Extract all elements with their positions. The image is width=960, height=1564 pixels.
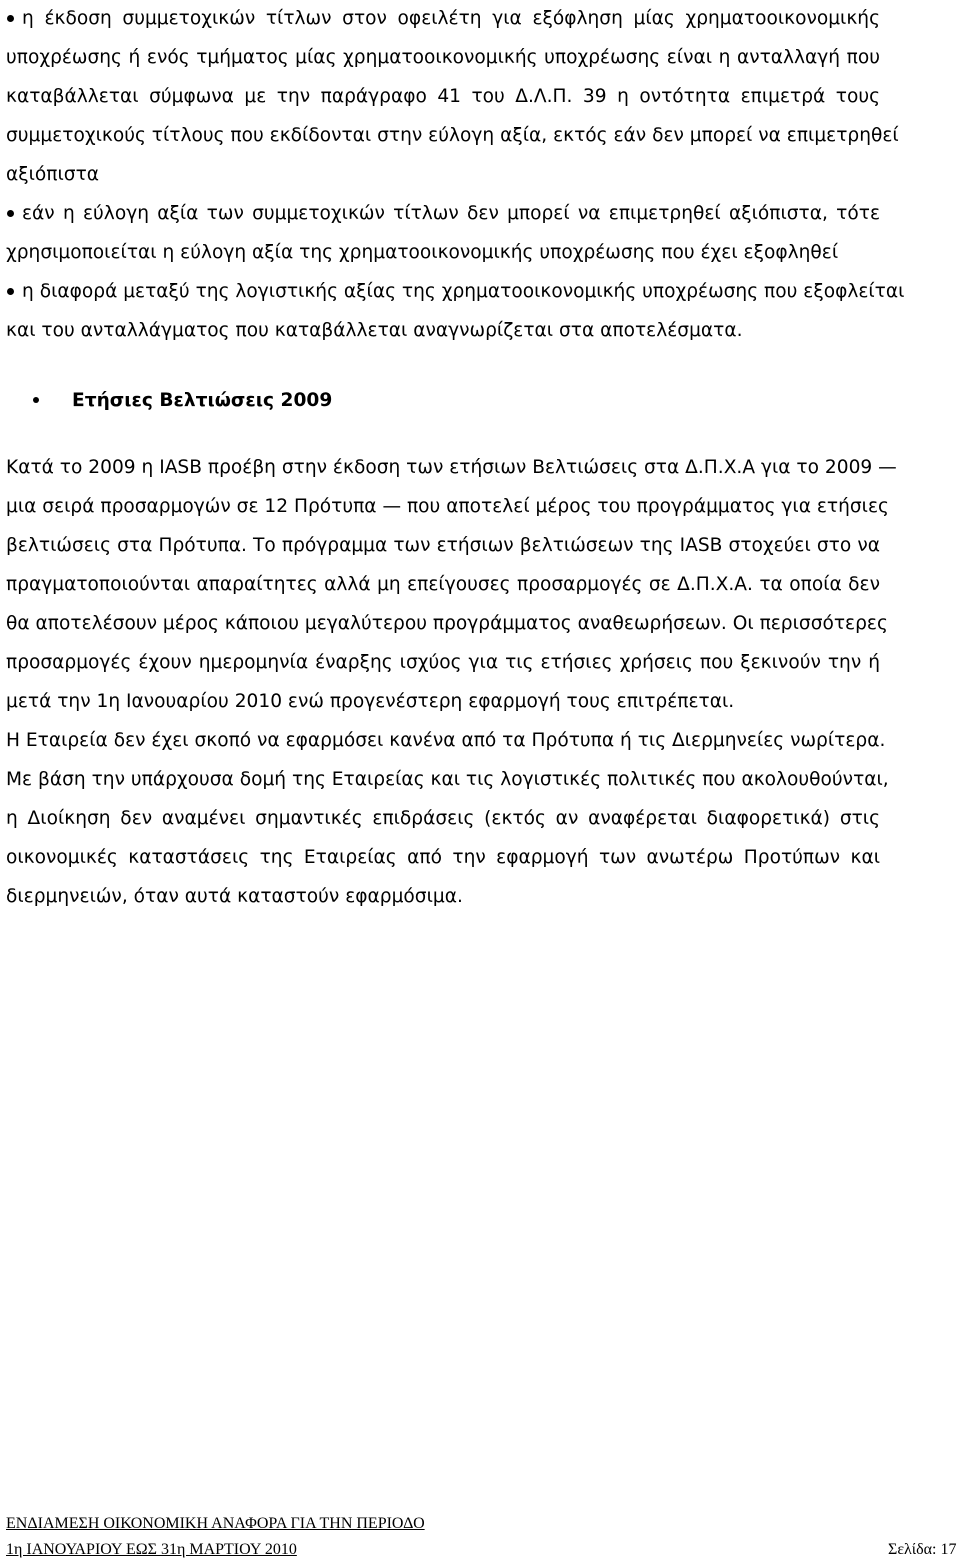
bullet3-line-1: η διαφορά μεταξύ της λογιστικής αξίας της χρηματοοικονομικής υποχρέωσης που εξοφλείται [22,281,905,302]
bullet2-line-2: χρησιμοποιείται η εύλογη αξία της χρηματοοικονομικής υποχρέωσης που έχει εξοφληθεί [6,242,839,263]
section-heading: Ετήσιες Βελτιώσεις 2009 [72,390,333,411]
para1-line-3: βελτιώσεις στα Πρότυπα. Το πρόγραμμα των ετήσιων βελτιώσεων της IASB στοχεύει στο να [6,535,880,556]
heading-bullet-icon [33,397,39,403]
bullet-icon [7,210,14,217]
footer-title-line-2: 1η ΙΑΝΟΥΑΡΙΟΥ ΕΩΣ 31η ΜΑΡΤΙΟΥ 2010 [6,1541,297,1558]
bullet1-line-2: υποχρέωσης ή ενός τμήματος μίας χρηματοοικονομικής υποχρέωσης είναι η ανταλλαγή που [6,47,880,68]
bullet1-line-1: η έκδοση συμμετοχικών τίτλων στον οφειλέτη για εξόφληση μίας χρηματοοικονομικής [22,8,880,29]
para1-line-2: μια σειρά προσαρμογών σε 12 Πρότυπα — που αποτελεί μέρος του προγράμματος για ετήσιες [6,496,889,517]
para1-line-5: θα αποτελέσουν μέρος κάποιου μεγαλύτερου προγράμματος αναθεωρήσεων. Οι περισσότερες [6,613,888,634]
bullet3-line-2: και του ανταλλάγματος που καταβάλλεται αναγνωρίζεται στα αποτελέσματα. [6,320,743,341]
bullet1-line-5: αξιόπιστα [6,164,100,185]
page-number: Σελίδα: 17 [888,1541,957,1558]
para3-line-4: διερμηνειών, όταν αυτά καταστούν εφαρμόσιμα. [6,886,463,907]
para1-line-4: πραγματοποιούνται απαραίτητες αλλά μη επείγουσες προσαρμογές σε Δ.Π.Χ.Α. τα οποία δεν [6,574,880,595]
para1-line-7: μετά την 1η Ιανουαρίου 2010 ενώ προγενέστερη εφαρμογή τους επιτρέπεται. [6,691,735,712]
para3-line-3: οικονομικές καταστάσεις της Εταιρείας από την εφαρμογή των ανωτέρω Προτύπων και [6,847,880,868]
para3-line-2: η Διοίκηση δεν αναμένει σημαντικές επιδράσεις (εκτός αν αναφέρεται διαφορετικά) στις [6,808,880,829]
bullet-icon [7,15,14,22]
para1-line-6: προσαρμογές έχουν ημερομηνία έναρξης ισχύος για τις ετήσιες χρήσεις που ξεκινούν την ή [6,652,880,673]
bullet-icon [7,288,14,295]
para3-line-1: Με βάση την υπάρχουσα δομή της Εταιρείας και τις λογιστικές πολιτικές που ακολουθούνται, [6,769,889,790]
para2-line-1: Η Εταιρεία δεν έχει σκοπό να εφαρμόσει κανένα από τα Πρότυπα ή τις Διερμηνείες νωρίτερα. [6,730,886,751]
bullet2-line-1: εάν η εύλογη αξία των συμμετοχικών τίτλων δεν μπορεί να επιμετρηθεί αξιόπιστα, τότε [22,203,880,224]
para1-line-1: Κατά το 2009 η IASB προέβη στην έκδοση των ετήσιων Βελτιώσεις στα Δ.Π.Χ.Α για το 2009 — [6,457,897,478]
bullet1-line-4: συμμετοχικούς τίτλους που εκδίδονται στην εύλογη αξία, εκτός εάν δεν μπορεί να επιμετρηθεί [6,125,899,146]
footer-title-line-1: ΕΝΔΙΑΜΕΣΗ ΟΙΚΟΝΟΜΙΚΗ ΑΝΑΦΟΡΑ ΓΙΑ ΤΗΝ ΠΕΡΙΟΔΟ [6,1515,425,1532]
bullet1-line-3: καταβάλλεται σύμφωνα με την παράγραφο 41 του Δ.Λ.Π. 39 η οντότητα επιμετρά τους [6,86,880,107]
